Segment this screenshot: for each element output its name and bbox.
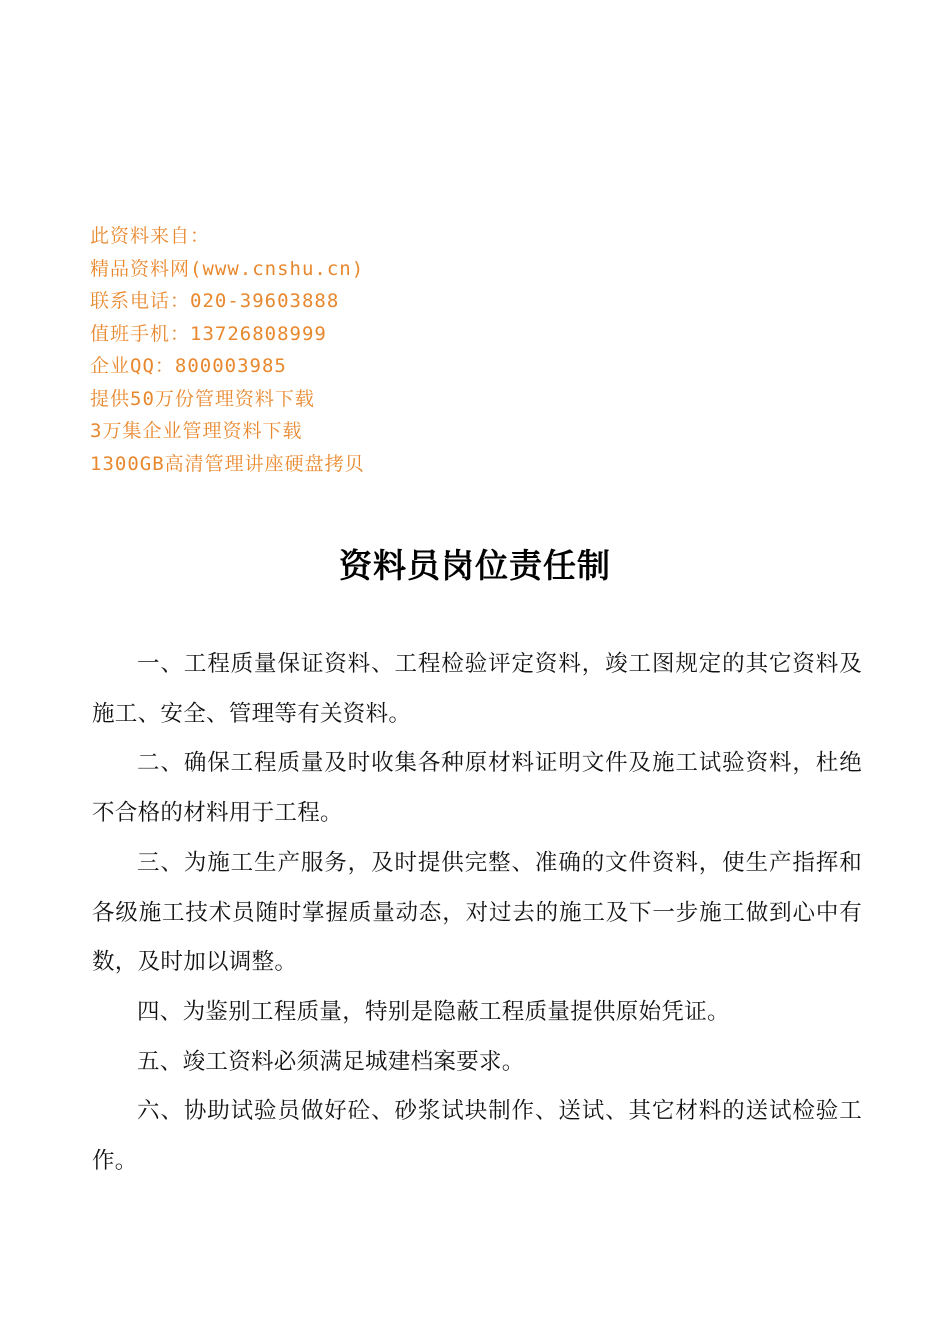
source-intro-line: 此资料来自：	[90, 225, 211, 247]
clause-4: 四、为鉴别工程质量，特别是隐蔽工程质量提供原始凭证。	[137, 998, 730, 1025]
source-info-block	[90, 220, 365, 480]
download-offer-line: 提供50万份管理资料下载	[90, 387, 315, 410]
mobile-line: 值班手机：13726808999	[90, 322, 327, 345]
clause-2: 二、确保工程质量及时收集各种原材料证明文件及施工试验资料，杜绝不合格的材料用于工程。	[92, 750, 862, 827]
clause-3: 三、为施工生产服务，及时提供完整、准确的文件资料，使生产指挥和各级施工技术员随时掌握质量动态，对过去的施工及下一步施工做到心中有数，及时加以调整。	[92, 849, 862, 976]
document-title: 资料员岗位责任制	[339, 546, 611, 585]
clause-5: 五、竣工资料必须满足城建档案要求。	[137, 1048, 525, 1075]
qq-line: 企业QQ：800003985	[90, 355, 287, 377]
clause-6: 六、协助试验员做好砼、砂浆试块制作、送试、其它材料的送试检验工作。	[92, 1098, 862, 1175]
website-line: 精品资料网(www.cnshu.cn)	[90, 257, 365, 280]
video-offer-line: 3万集企业管理资料下载	[90, 420, 303, 442]
disk-offer-line: 1300GB高清管理讲座硬盘拷贝	[90, 452, 365, 475]
clause-1: 一、工程质量保证资料、工程检验评定资料，竣工图规定的其它资料及施工、安全、管理等有关资料。	[92, 651, 862, 727]
phone-line: 联系电话：020-39603888	[90, 290, 340, 312]
document-body	[92, 640, 862, 1187]
